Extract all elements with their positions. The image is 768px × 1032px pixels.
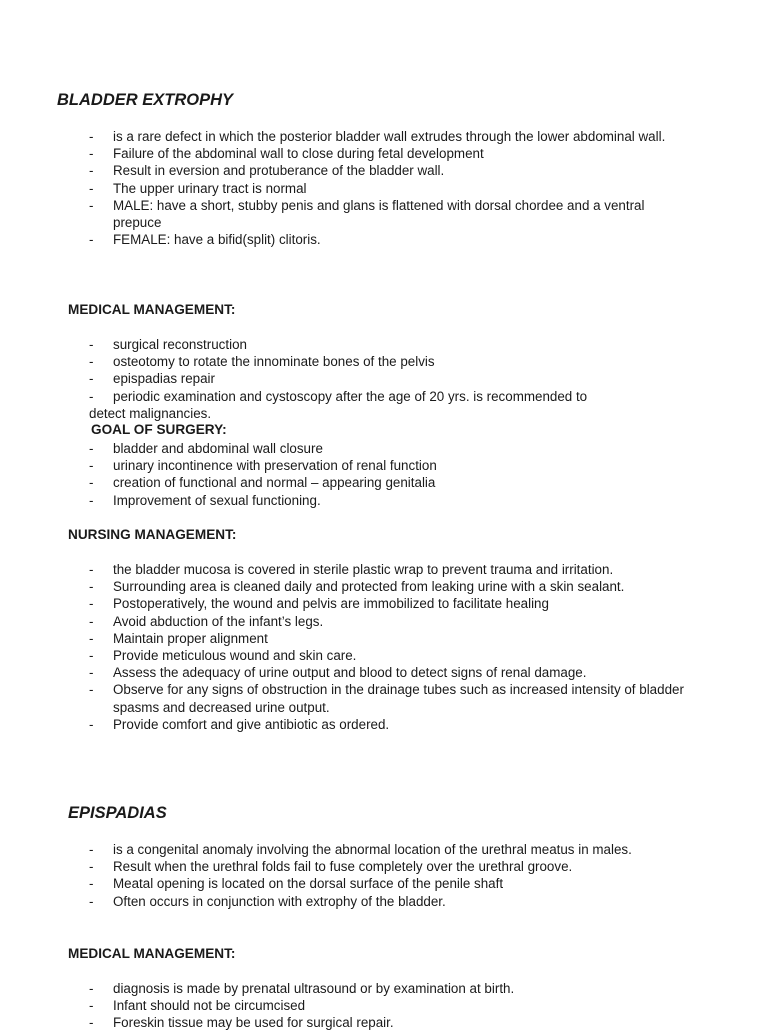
periodic-examination-item [89, 388, 689, 422]
list-item: - Surrounding area is cleaned daily and protected from leaking urine with a skin sealant. [89, 578, 699, 595]
list-item: - bladder and abdominal wall closure [89, 440, 689, 457]
list-item: - epispadias repair [89, 370, 689, 387]
list-item: - Postoperatively, the wound and pelvis are immobilized to facilitate healing [89, 595, 699, 612]
section-title-epispadias: EPISPADIAS [68, 804, 167, 822]
section-heading-goal-of-surgery: GOAL OF SURGERY: [91, 422, 227, 437]
section-title-bladder-extrophy: BLADDER EXTROPHY [57, 91, 234, 109]
medical-management-list [89, 336, 689, 388]
list-item: - The upper urinary tract is normal [89, 180, 679, 197]
list-item: - Foreskin tissue may be used for surgical repair. [89, 1014, 689, 1031]
list-item: - Failure of the abdominal wall to close during fetal development [89, 145, 679, 162]
list-item: - creation of functional and normal – appearing genitalia [89, 474, 689, 491]
periodic-line-2: detect malignancies. [89, 406, 212, 422]
list-item: - Improvement of sexual functioning. [89, 492, 689, 509]
goal-of-surgery-list [89, 440, 689, 509]
list-item: - Assess the adequacy of urine output and blood to detect signs of renal damage. [89, 664, 699, 681]
list-item: - Meatal opening is located on the dorsal surface of the penile shaft [89, 875, 679, 892]
list-item: - Result in eversion and protuberance of the bladder wall. [89, 162, 679, 179]
list-item: - MALE: have a short, stubby penis and glans is flattened with dorsal chordee and a ventral prepuce [89, 197, 679, 231]
epispadias-list [89, 841, 679, 910]
dash-marker: - [89, 389, 94, 404]
list-item: - Result when the urethral folds fail to fuse completely over the urethral groove. [89, 858, 679, 875]
section-heading-nursing-management: NURSING MANAGEMENT: [68, 527, 237, 542]
list-item: - Observe for any signs of obstruction in the drainage tubes such as increased intensity of bladder spasms and decreased urine output. [89, 681, 699, 715]
list-item: - Infant should not be circumcised [89, 997, 689, 1014]
list-item: - is a congenital anomaly involving the abnormal location of the urethral meatus in males. [89, 841, 679, 858]
list-item: - Provide meticulous wound and skin care. [89, 647, 699, 664]
list-item: - Maintain proper alignment [89, 630, 699, 647]
periodic-line-1: periodic examination and cystoscopy after the age of 20 yrs. is recommended to [113, 389, 588, 404]
section-heading-medical-management-2: MEDICAL MANAGEMENT: [68, 946, 236, 961]
list-item: - Provide comfort and give antibiotic as ordered. [89, 716, 699, 733]
nursing-management-list [89, 561, 699, 733]
list-item: - Avoid abduction of the infant’s legs. [89, 613, 699, 630]
list-item: - urinary incontinence with preservation of renal function [89, 457, 689, 474]
list-item: - Often occurs in conjunction with extrophy of the bladder. [89, 893, 679, 910]
list-item: - FEMALE: have a bifid(split) clitoris. [89, 231, 679, 248]
list-item: - osteotomy to rotate the innominate bones of the pelvis [89, 353, 689, 370]
list-item: - is a rare defect in which the posterior bladder wall extrudes through the lower abdominal wall. [89, 128, 679, 145]
list-item: - diagnosis is made by prenatal ultrasound or by examination at birth. [89, 980, 689, 997]
list-item: - surgical reconstruction [89, 336, 689, 353]
list-item: - the bladder mucosa is covered in sterile plastic wrap to prevent trauma and irritation. [89, 561, 699, 578]
section-heading-medical-management: MEDICAL MANAGEMENT: [68, 302, 236, 317]
bladder-extrophy-list [89, 128, 679, 248]
